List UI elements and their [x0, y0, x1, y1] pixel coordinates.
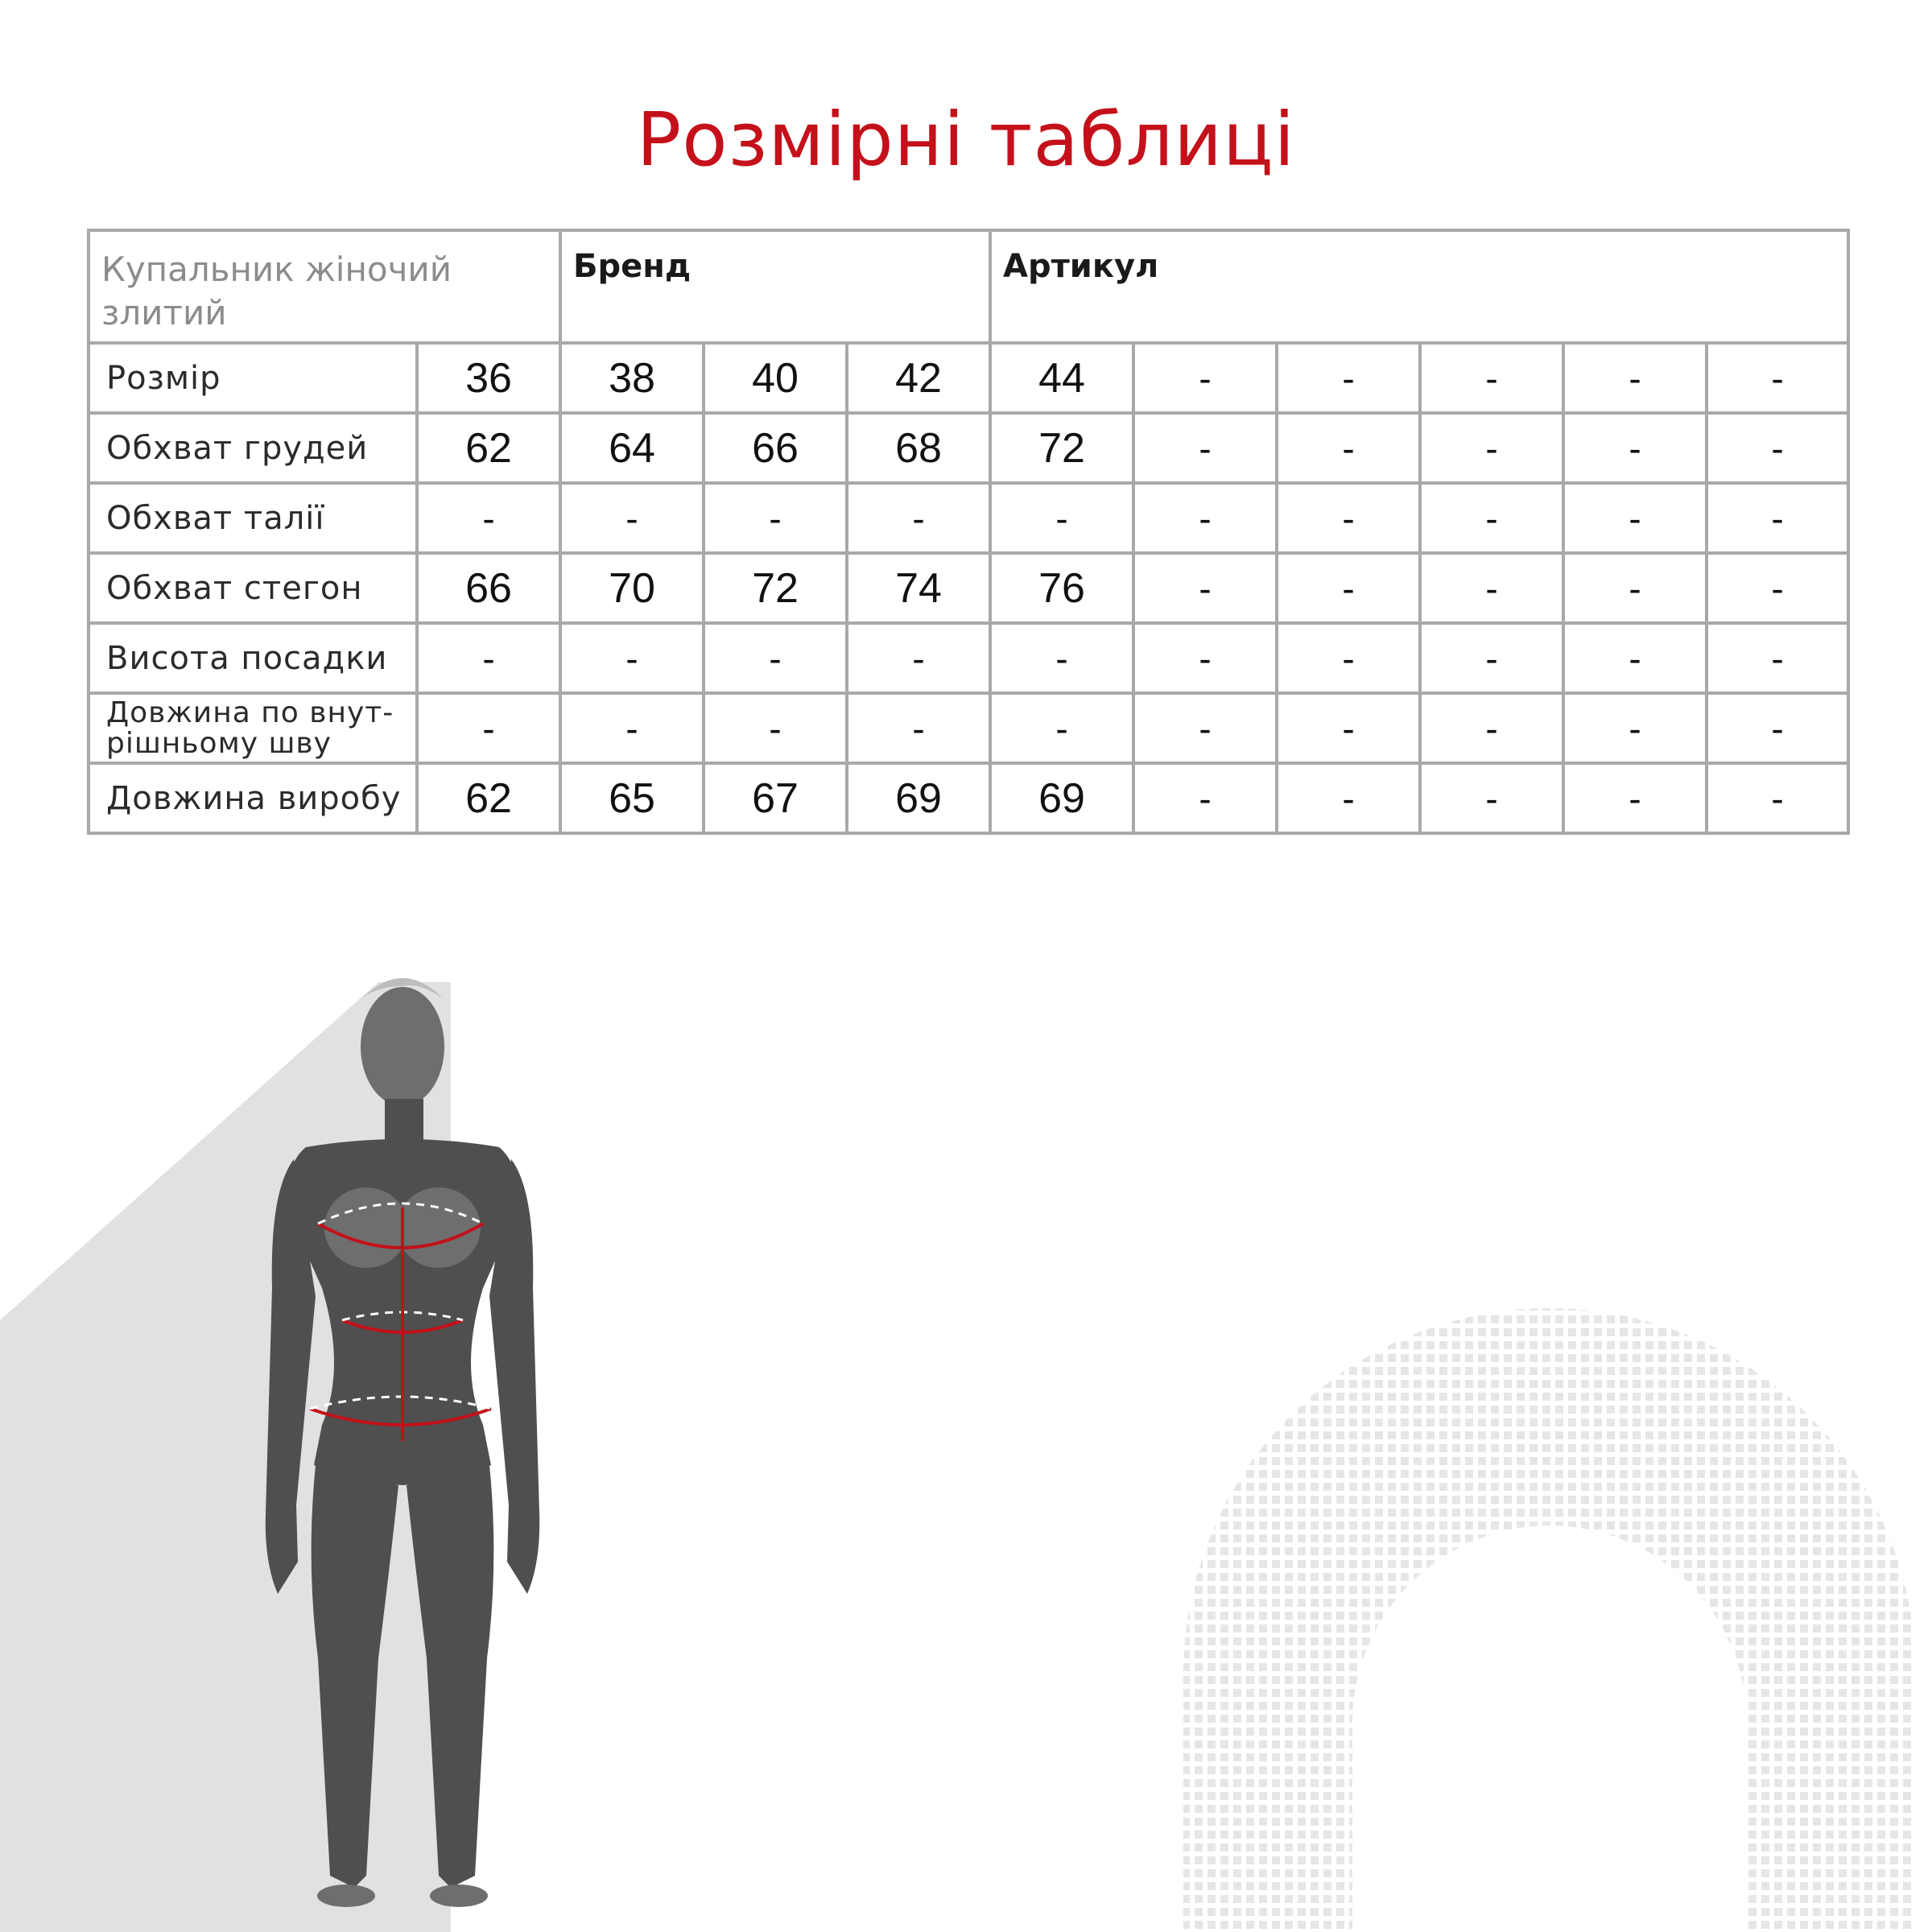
table-row	[89, 763, 1848, 833]
size-value-cell: -	[1563, 343, 1707, 413]
size-value-cell: -	[1133, 483, 1277, 553]
table-row	[89, 343, 1848, 413]
size-value-cell: -	[1420, 413, 1563, 483]
size-table	[87, 229, 1850, 835]
size-value-cell: 72	[990, 413, 1133, 483]
size-value-cell: -	[1133, 763, 1277, 833]
row-label: Обхват стегон	[89, 553, 417, 623]
size-value-cell: 62	[417, 413, 560, 483]
size-value-cell: 42	[847, 343, 990, 413]
size-value-cell: -	[1277, 623, 1420, 693]
size-value-cell: -	[1277, 763, 1420, 833]
size-value-cell: -	[1133, 343, 1277, 413]
size-value-cell: -	[1277, 483, 1420, 553]
size-value-cell: 44	[990, 343, 1133, 413]
size-value-cell: -	[1420, 343, 1563, 413]
size-value-cell: -	[560, 623, 704, 693]
size-value-cell: -	[990, 483, 1133, 553]
size-value-cell: -	[704, 693, 847, 763]
page-title: Розмірні таблиці	[636, 97, 1296, 183]
size-value-cell: 64	[560, 413, 704, 483]
size-value-cell: 65	[560, 763, 704, 833]
table-row	[89, 623, 1848, 693]
size-value-cell: -	[1563, 413, 1707, 483]
size-value-cell: -	[847, 693, 990, 763]
size-value-cell: -	[1707, 623, 1848, 693]
size-value-cell: 76	[990, 553, 1133, 623]
size-value-cell: -	[1133, 413, 1277, 483]
table-row	[89, 553, 1848, 623]
row-label: Довжина виробу	[89, 763, 417, 833]
size-value-cell: -	[847, 483, 990, 553]
size-value-cell: 68	[847, 413, 990, 483]
size-value-cell: 72	[704, 553, 847, 623]
size-value-cell: -	[847, 623, 990, 693]
size-value-cell: -	[1420, 483, 1563, 553]
size-value-cell: -	[1277, 413, 1420, 483]
size-value-cell: 66	[417, 553, 560, 623]
size-value-cell: -	[1707, 413, 1848, 483]
brand-label: Бренд	[560, 230, 990, 343]
size-value-cell: -	[1563, 483, 1707, 553]
size-value-cell: -	[1420, 553, 1563, 623]
size-value-cell: -	[1133, 623, 1277, 693]
size-value-cell: 40	[704, 343, 847, 413]
size-value-cell: 67	[704, 763, 847, 833]
size-value-cell: 69	[990, 763, 1133, 833]
product-name: Купальник жіночий злитий	[89, 230, 560, 343]
row-label: Висота посадки	[89, 623, 417, 693]
table-header-row	[89, 230, 1848, 343]
size-value-cell: 38	[560, 343, 704, 413]
table-row	[89, 693, 1848, 763]
row-label: Обхват талії	[89, 483, 417, 553]
size-value-cell: -	[1133, 553, 1277, 623]
size-value-cell: 69	[847, 763, 990, 833]
size-value-cell: -	[1277, 343, 1420, 413]
body-measurement-figure	[0, 950, 612, 1932]
row-label: Обхват грудей	[89, 413, 417, 483]
size-value-cell: 62	[417, 763, 560, 833]
size-value-cell: -	[1277, 553, 1420, 623]
size-value-cell: -	[1420, 693, 1563, 763]
size-value-cell: -	[990, 693, 1133, 763]
size-value-cell: -	[1707, 343, 1848, 413]
size-value-cell: -	[704, 483, 847, 553]
size-value-cell: 36	[417, 343, 560, 413]
size-value-cell: -	[1707, 693, 1848, 763]
size-value-cell: -	[417, 623, 560, 693]
head	[361, 987, 444, 1106]
size-value-cell: -	[1277, 693, 1420, 763]
size-value-cell: -	[1563, 693, 1707, 763]
article-label: Артикул	[990, 230, 1848, 343]
size-value-cell: -	[417, 693, 560, 763]
size-value-cell: 74	[847, 553, 990, 623]
size-value-cell: -	[1420, 623, 1563, 693]
size-value-cell: -	[560, 693, 704, 763]
folk-ornament-icon	[1167, 1159, 1932, 1932]
size-value-cell: -	[990, 623, 1133, 693]
size-value-cell: -	[1420, 763, 1563, 833]
size-value-cell: -	[1707, 553, 1848, 623]
size-value-cell: -	[1563, 623, 1707, 693]
size-value-cell: -	[1133, 693, 1277, 763]
row-label: Розмір	[89, 343, 417, 413]
size-value-cell: -	[704, 623, 847, 693]
size-value-cell: -	[1707, 763, 1848, 833]
size-value-cell: -	[1563, 553, 1707, 623]
size-value-cell: -	[1563, 763, 1707, 833]
size-value-cell: -	[417, 483, 560, 553]
size-value-cell: -	[560, 483, 704, 553]
size-value-cell: 66	[704, 413, 847, 483]
table-row	[89, 413, 1848, 483]
size-value-cell: 70	[560, 553, 704, 623]
table-row	[89, 483, 1848, 553]
size-value-cell: -	[1707, 483, 1848, 553]
row-label: Довжина по внут-рішньому шву	[89, 693, 417, 763]
